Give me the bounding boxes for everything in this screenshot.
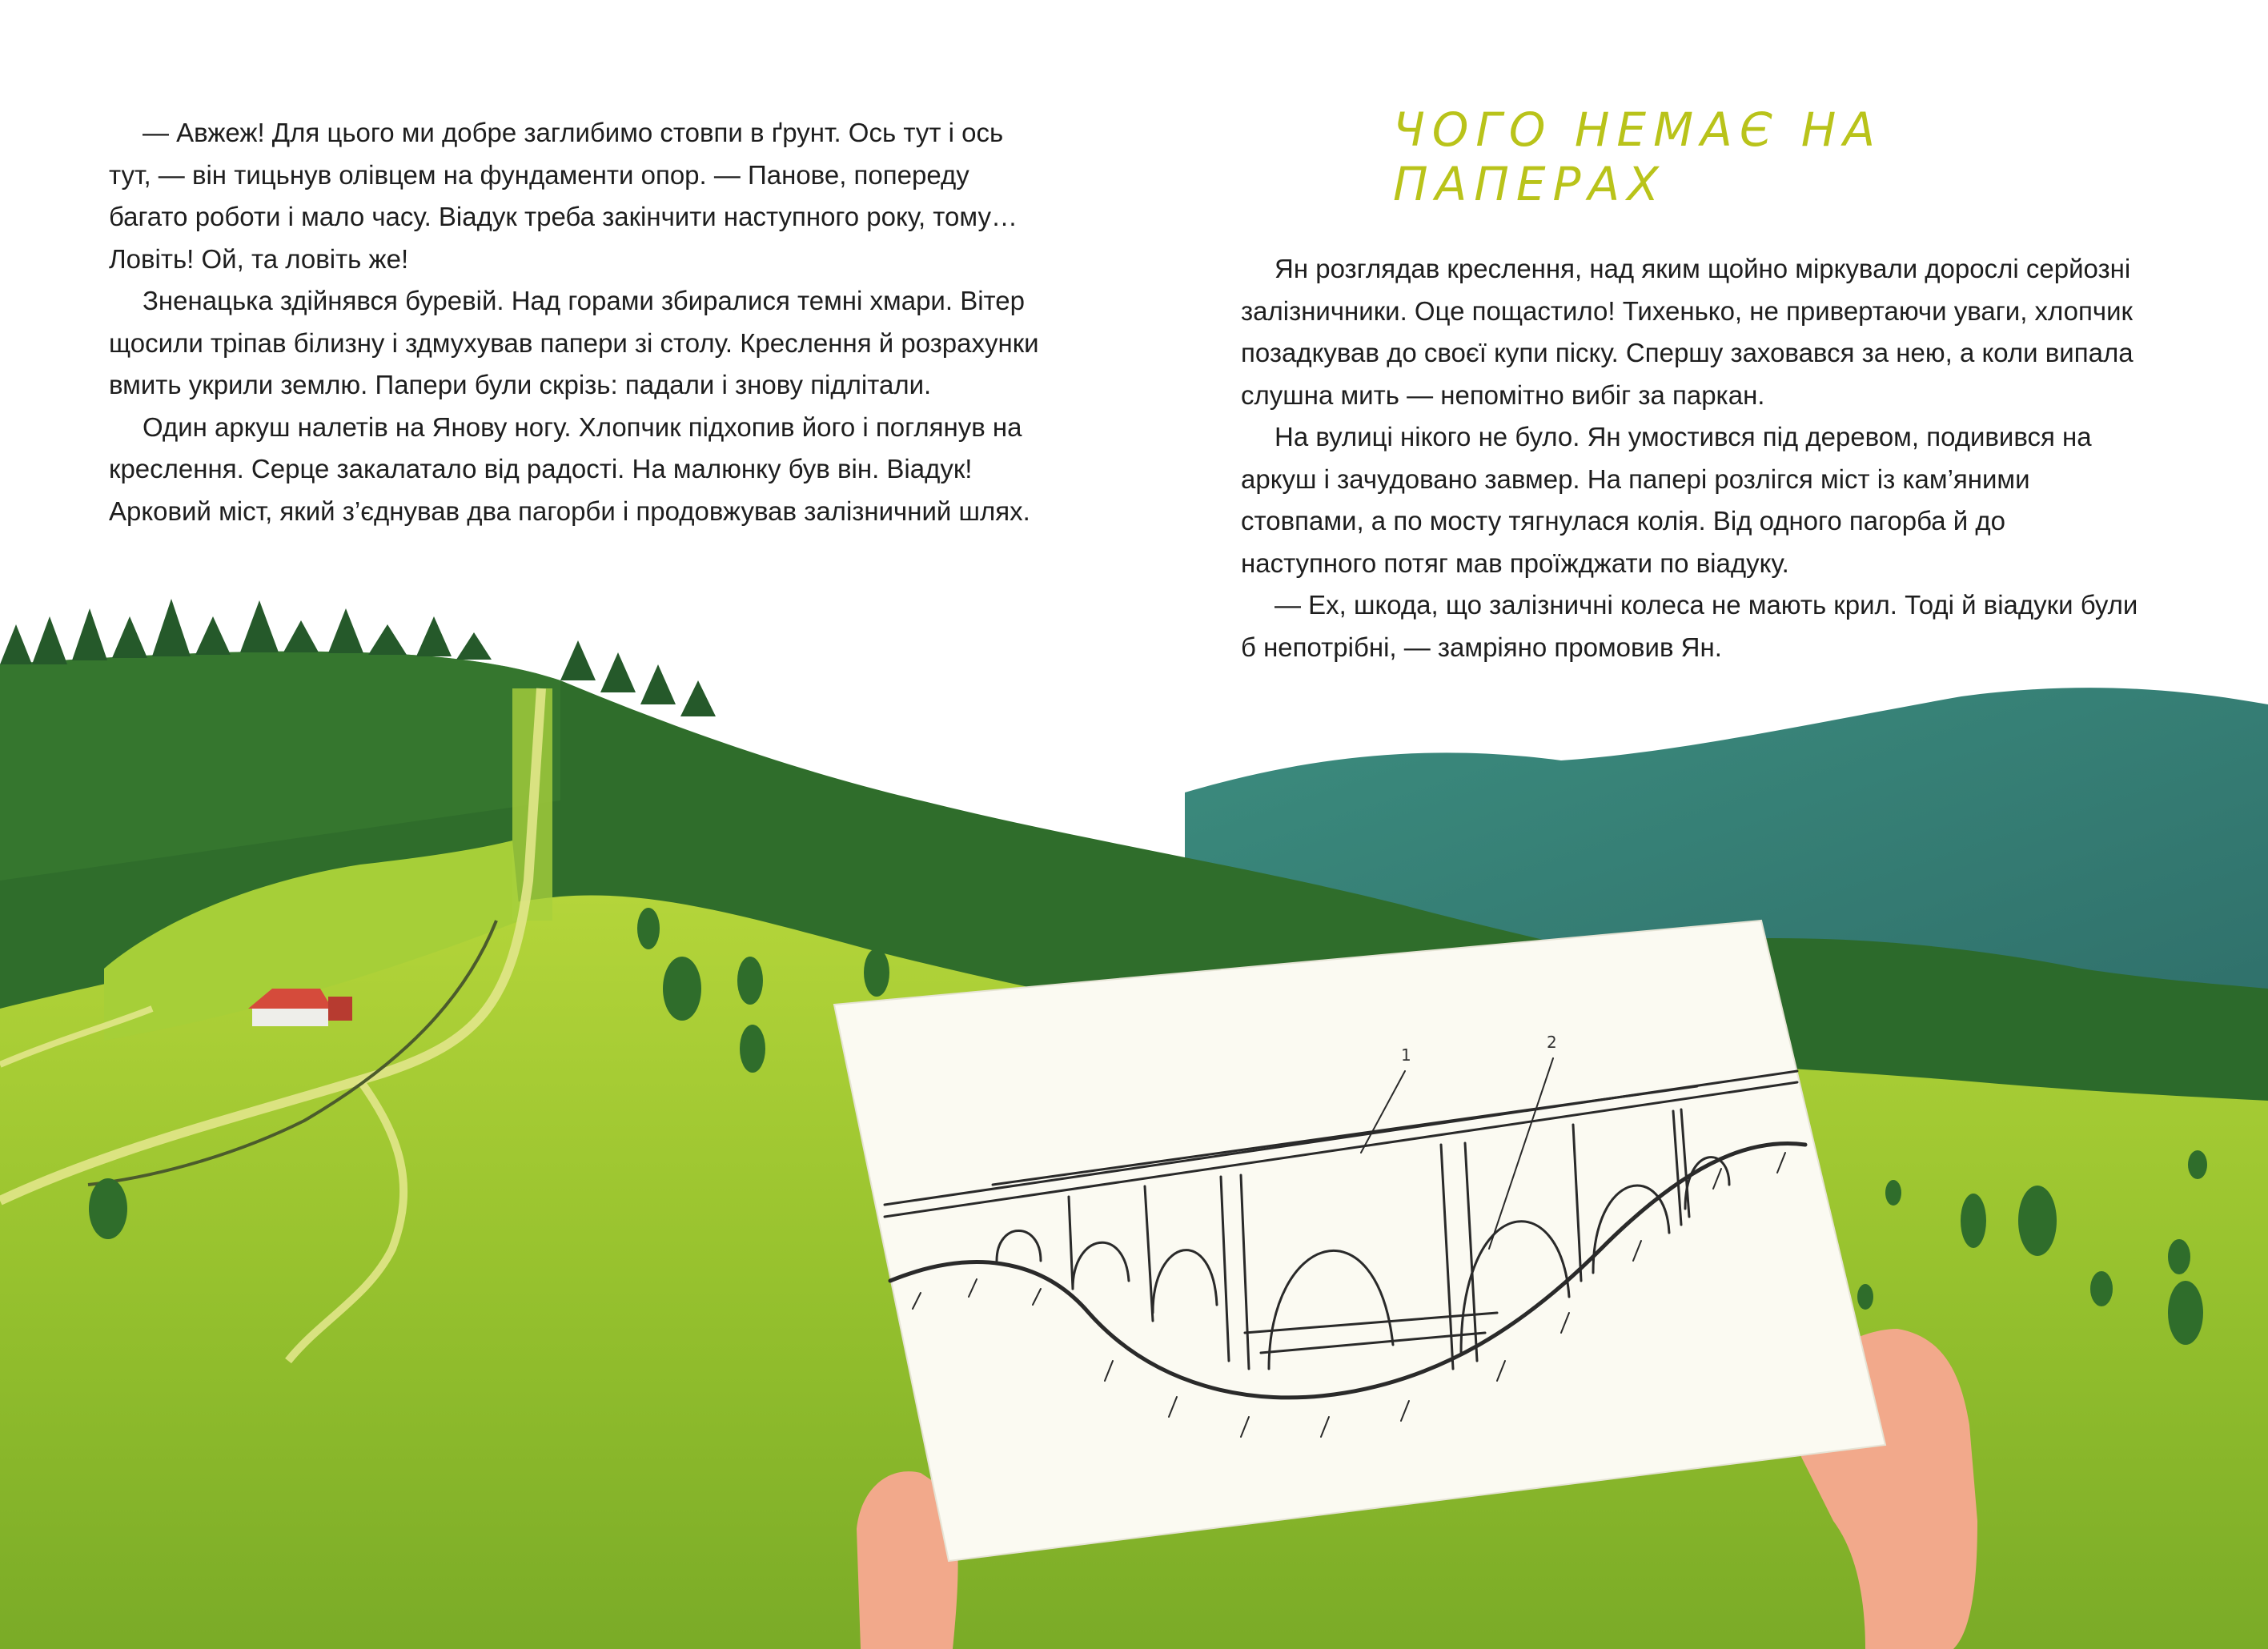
sketch-label-2: 2 xyxy=(1547,1033,1557,1052)
left-text-column xyxy=(109,112,1046,532)
drawing-sheet xyxy=(834,921,1885,1561)
right-text-column xyxy=(1241,248,2146,668)
chapter-title: ЧОГО НЕМАЄ НА ПАПЕРАХ xyxy=(1393,102,1883,211)
sketch-label-1: 1 xyxy=(1401,1045,1411,1065)
paragraph: На вулиці нікого не було. Ян умостився під деревом, подивився на аркуш і зачудовано завмер. На папері розлігся міст із кам’яними стовпами, а по мосту тягнулася колія. Від одного пагорба й до наступного потяг мав проїжджати по віадуку. xyxy=(1241,422,2092,578)
paragraph: — Авжеж! Для цього ми добре заглибимо стовпи в ґрунт. Ось тут і ось тут, — він тицьнув олівцем на фундаменти опор. — Панове, попереду багато роботи і мало часу. Віадук треба закінчити наступного року, тому… Ловіть! Ой, та ловіть же! xyxy=(109,118,1018,274)
paragraph: Зненацька здійнявся буревій. Над горами збиралися темні хмари. Вітер щосили тріпав білизну і здмухував папери зі столу. Креслення й розрахунки вмить укрили землю. Папери були скрізь: падали і знову підлітали. xyxy=(109,286,1039,399)
paragraph: Ян розглядав креслення, над яким щойно міркували дорослі серйозні залізничники. Оце пощастило! Тихенько, не привертаючи уваги, хлопчик позадкував до своєї купи піску. Спершу заховався за нею, а коли випала слушна мить — непомітно вибіг за паркан. xyxy=(1241,254,2134,410)
paragraph: — Ех, шкода, що залізничні колеса не мають крил. Тоді й віадуки були б непотрібні, — замріяно промовив Ян. xyxy=(1241,590,2138,662)
paragraph: Один аркуш налетів на Янову ногу. Хлопчик підхопив його і поглянув на креслення. Серце закалатало від радості. На малюнку був він. Віадук! Арковий міст, який з’єднував два пагорби і продовжував залізничний шлях. xyxy=(109,411,1030,526)
